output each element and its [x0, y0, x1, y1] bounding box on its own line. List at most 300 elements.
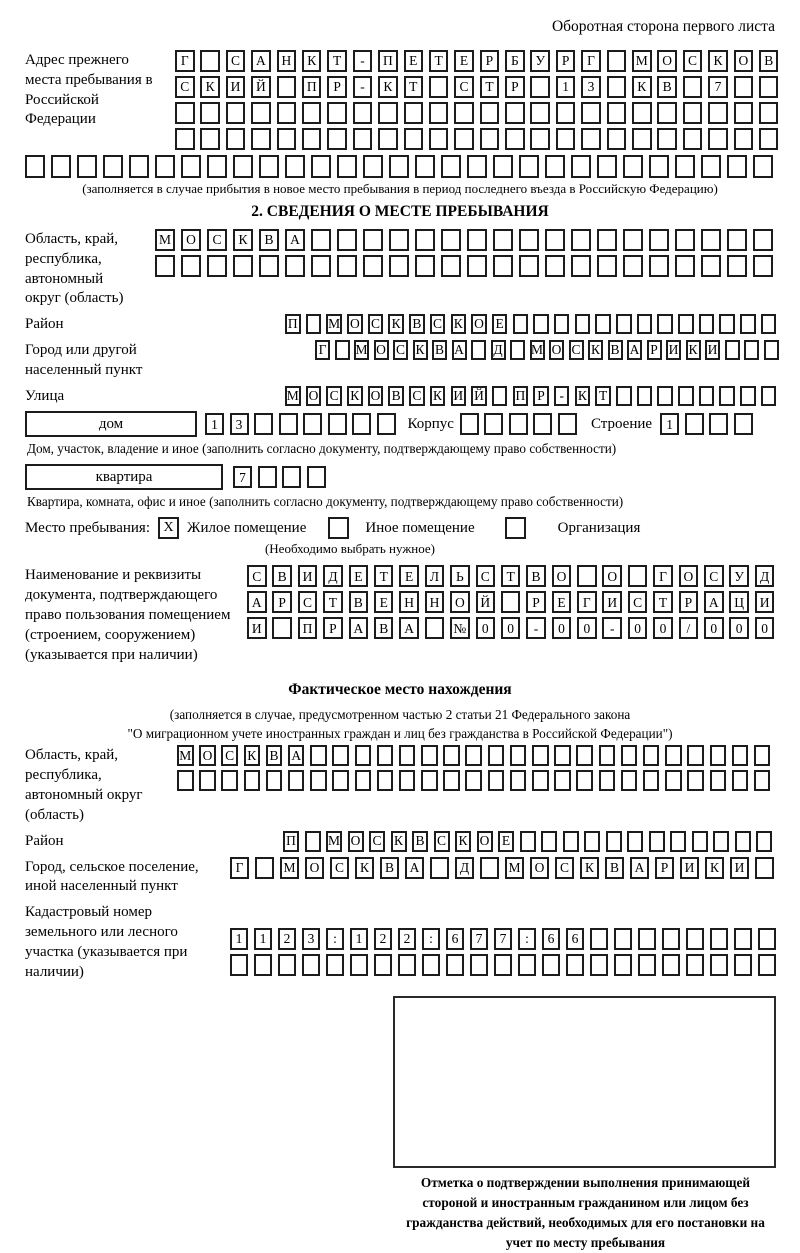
- char-cell[interactable]: 1: [660, 413, 679, 435]
- char-cell[interactable]: [352, 413, 371, 435]
- char-cell[interactable]: К: [388, 314, 404, 334]
- char-cell[interactable]: В: [380, 857, 399, 879]
- char-cell[interactable]: Е: [492, 314, 508, 334]
- char-cell[interactable]: [404, 128, 424, 150]
- char-cell[interactable]: Т: [501, 565, 521, 587]
- char-cell[interactable]: 2: [398, 928, 416, 950]
- char-cell[interactable]: 1: [556, 76, 576, 98]
- char-cell[interactable]: [710, 954, 728, 976]
- char-cell[interactable]: 3: [230, 413, 249, 435]
- char-cell[interactable]: 0: [501, 617, 521, 639]
- char-cell[interactable]: В: [409, 314, 425, 334]
- char-cell[interactable]: [285, 255, 305, 277]
- char-cell[interactable]: [327, 128, 347, 150]
- char-cell[interactable]: [719, 386, 735, 406]
- char-cell[interactable]: [638, 928, 656, 950]
- char-cell[interactable]: [753, 229, 773, 251]
- char-cell[interactable]: [226, 128, 246, 150]
- char-cell[interactable]: [200, 102, 220, 124]
- char-cell[interactable]: 0: [577, 617, 597, 639]
- char-cell[interactable]: [571, 255, 591, 277]
- char-cell[interactable]: И: [226, 76, 246, 98]
- char-cell[interactable]: [310, 770, 327, 791]
- char-cell[interactable]: М: [326, 831, 342, 852]
- char-cell[interactable]: 3: [302, 928, 320, 950]
- char-cell[interactable]: [282, 466, 301, 488]
- char-cell[interactable]: [307, 466, 326, 488]
- char-cell[interactable]: -: [526, 617, 546, 639]
- char-cell[interactable]: С: [247, 565, 267, 587]
- char-cell[interactable]: [175, 128, 195, 150]
- char-cell[interactable]: [759, 102, 779, 124]
- char-cell[interactable]: [628, 565, 648, 587]
- char-cell[interactable]: И: [680, 857, 699, 879]
- char-cell[interactable]: С: [434, 831, 450, 852]
- char-cell[interactable]: [332, 745, 349, 766]
- char-cell[interactable]: [302, 954, 320, 976]
- char-cell[interactable]: Й: [476, 591, 496, 613]
- char-cell[interactable]: [460, 413, 479, 435]
- char-cell[interactable]: О: [471, 314, 487, 334]
- char-cell[interactable]: О: [348, 831, 364, 852]
- char-cell[interactable]: [471, 340, 486, 360]
- char-cell[interactable]: [327, 102, 347, 124]
- char-cell[interactable]: [683, 102, 703, 124]
- char-cell[interactable]: К: [347, 386, 363, 406]
- char-cell[interactable]: И: [451, 386, 467, 406]
- char-cell[interactable]: В: [349, 591, 369, 613]
- char-cell[interactable]: С: [704, 565, 724, 587]
- char-cell[interactable]: С: [393, 340, 408, 360]
- char-cell[interactable]: [441, 255, 461, 277]
- char-cell[interactable]: [129, 155, 149, 178]
- char-cell[interactable]: [545, 255, 565, 277]
- char-cell[interactable]: В: [374, 617, 394, 639]
- char-cell[interactable]: А: [399, 617, 419, 639]
- char-cell[interactable]: [430, 857, 449, 879]
- char-cell[interactable]: [701, 229, 721, 251]
- char-cell[interactable]: Е: [404, 50, 424, 72]
- char-cell[interactable]: А: [285, 229, 305, 251]
- char-cell[interactable]: [725, 340, 740, 360]
- char-cell[interactable]: А: [405, 857, 424, 879]
- char-cell[interactable]: [545, 229, 565, 251]
- char-cell[interactable]: О: [602, 565, 622, 587]
- char-cell[interactable]: [558, 413, 577, 435]
- char-cell[interactable]: В: [657, 76, 677, 98]
- char-cell[interactable]: [554, 770, 571, 791]
- char-cell[interactable]: [649, 229, 669, 251]
- char-cell[interactable]: П: [378, 50, 398, 72]
- char-cell[interactable]: [740, 386, 756, 406]
- char-cell[interactable]: [719, 314, 735, 334]
- char-cell[interactable]: О: [368, 386, 384, 406]
- char-cell[interactable]: [758, 954, 776, 976]
- char-cell[interactable]: [683, 76, 703, 98]
- char-cell[interactable]: [759, 128, 779, 150]
- char-cell[interactable]: О: [181, 229, 201, 251]
- char-cell[interactable]: К: [588, 340, 603, 360]
- char-cell[interactable]: [429, 128, 449, 150]
- char-cell[interactable]: С: [226, 50, 246, 72]
- char-cell[interactable]: [470, 954, 488, 976]
- char-cell[interactable]: А: [288, 745, 305, 766]
- char-cell[interactable]: [530, 76, 550, 98]
- char-cell[interactable]: [756, 831, 772, 852]
- char-cell[interactable]: [277, 102, 297, 124]
- char-cell[interactable]: -: [554, 386, 570, 406]
- char-cell[interactable]: -: [353, 76, 373, 98]
- char-cell[interactable]: У: [729, 565, 749, 587]
- other-premises-checkbox[interactable]: [328, 517, 349, 539]
- char-cell[interactable]: Т: [429, 50, 449, 72]
- char-cell[interactable]: [686, 928, 704, 950]
- char-cell[interactable]: [467, 229, 487, 251]
- char-cell[interactable]: [556, 128, 576, 150]
- char-cell[interactable]: Т: [327, 50, 347, 72]
- char-cell[interactable]: [303, 413, 322, 435]
- char-cell[interactable]: Б: [505, 50, 525, 72]
- char-cell[interactable]: [727, 155, 747, 178]
- char-cell[interactable]: М: [280, 857, 299, 879]
- char-cell[interactable]: [518, 954, 536, 976]
- char-cell[interactable]: Т: [374, 565, 394, 587]
- char-cell[interactable]: [513, 314, 529, 334]
- char-cell[interactable]: [614, 928, 632, 950]
- char-cell[interactable]: А: [251, 50, 271, 72]
- char-cell[interactable]: [577, 565, 597, 587]
- char-cell[interactable]: А: [630, 857, 649, 879]
- char-cell[interactable]: [541, 831, 557, 852]
- char-cell[interactable]: [657, 128, 677, 150]
- char-cell[interactable]: [734, 102, 754, 124]
- char-cell[interactable]: [649, 255, 669, 277]
- char-cell[interactable]: Т: [595, 386, 611, 406]
- char-cell[interactable]: Т: [653, 591, 673, 613]
- char-cell[interactable]: К: [200, 76, 220, 98]
- char-cell[interactable]: 6: [566, 928, 584, 950]
- char-cell[interactable]: М: [285, 386, 301, 406]
- char-cell[interactable]: [727, 255, 747, 277]
- char-cell[interactable]: [488, 770, 505, 791]
- char-cell[interactable]: [735, 831, 751, 852]
- char-cell[interactable]: 6: [446, 928, 464, 950]
- char-cell[interactable]: [710, 745, 727, 766]
- char-cell[interactable]: [665, 745, 682, 766]
- char-cell[interactable]: С: [369, 831, 385, 852]
- char-cell[interactable]: [510, 745, 527, 766]
- char-cell[interactable]: П: [513, 386, 529, 406]
- char-cell[interactable]: [311, 155, 331, 178]
- char-cell[interactable]: [761, 314, 777, 334]
- char-cell[interactable]: И: [602, 591, 622, 613]
- char-cell[interactable]: [595, 314, 611, 334]
- char-cell[interactable]: Г: [653, 565, 673, 587]
- char-cell[interactable]: К: [391, 831, 407, 852]
- char-cell[interactable]: [533, 314, 549, 334]
- char-cell[interactable]: [533, 413, 552, 435]
- char-cell[interactable]: [415, 229, 435, 251]
- char-cell[interactable]: А: [627, 340, 642, 360]
- char-cell[interactable]: [494, 954, 512, 976]
- char-cell[interactable]: [627, 831, 643, 852]
- char-cell[interactable]: [177, 770, 194, 791]
- char-cell[interactable]: 0: [628, 617, 648, 639]
- char-cell[interactable]: Е: [498, 831, 514, 852]
- char-cell[interactable]: [708, 128, 728, 150]
- char-cell[interactable]: К: [302, 50, 322, 72]
- char-cell[interactable]: №: [450, 617, 470, 639]
- char-cell[interactable]: [687, 745, 704, 766]
- char-cell[interactable]: [353, 102, 373, 124]
- char-cell[interactable]: С: [476, 565, 496, 587]
- char-cell[interactable]: -: [353, 50, 373, 72]
- char-cell[interactable]: Р: [647, 340, 662, 360]
- char-cell[interactable]: [643, 770, 660, 791]
- char-cell[interactable]: [606, 831, 622, 852]
- char-cell[interactable]: С: [628, 591, 648, 613]
- char-cell[interactable]: [519, 255, 539, 277]
- char-cell[interactable]: И: [247, 617, 267, 639]
- char-cell[interactable]: [519, 229, 539, 251]
- char-cell[interactable]: К: [430, 386, 446, 406]
- char-cell[interactable]: [355, 770, 372, 791]
- char-cell[interactable]: [554, 314, 570, 334]
- char-cell[interactable]: [597, 155, 617, 178]
- char-cell[interactable]: [377, 413, 396, 435]
- char-cell[interactable]: [377, 745, 394, 766]
- confirmation-stamp-box[interactable]: [393, 996, 776, 1168]
- char-cell[interactable]: [649, 831, 665, 852]
- char-cell[interactable]: [542, 954, 560, 976]
- char-cell[interactable]: [607, 102, 627, 124]
- char-cell[interactable]: А: [704, 591, 724, 613]
- char-cell[interactable]: [363, 255, 383, 277]
- char-cell[interactable]: Д: [755, 565, 775, 587]
- char-cell[interactable]: [759, 76, 779, 98]
- char-cell[interactable]: [675, 229, 695, 251]
- char-cell[interactable]: [77, 155, 97, 178]
- char-cell[interactable]: С: [326, 386, 342, 406]
- char-cell[interactable]: [207, 155, 227, 178]
- char-cell[interactable]: В: [759, 50, 779, 72]
- char-cell[interactable]: [599, 745, 616, 766]
- char-cell[interactable]: [754, 745, 771, 766]
- char-cell[interactable]: [226, 102, 246, 124]
- char-cell[interactable]: [254, 954, 272, 976]
- char-cell[interactable]: М: [155, 229, 175, 251]
- char-cell[interactable]: [753, 255, 773, 277]
- char-cell[interactable]: [590, 954, 608, 976]
- char-cell[interactable]: [699, 386, 715, 406]
- char-cell[interactable]: [251, 102, 271, 124]
- char-cell[interactable]: С: [454, 76, 474, 98]
- char-cell[interactable]: /: [679, 617, 699, 639]
- char-cell[interactable]: С: [298, 591, 318, 613]
- char-cell[interactable]: Д: [455, 857, 474, 879]
- char-cell[interactable]: [637, 314, 653, 334]
- char-cell[interactable]: А: [452, 340, 467, 360]
- char-cell[interactable]: [509, 413, 528, 435]
- char-cell[interactable]: [200, 128, 220, 150]
- char-cell[interactable]: [576, 745, 593, 766]
- char-cell[interactable]: [285, 155, 305, 178]
- char-cell[interactable]: [657, 314, 673, 334]
- char-cell[interactable]: Л: [425, 565, 445, 587]
- char-cell[interactable]: [675, 155, 695, 178]
- char-cell[interactable]: [510, 770, 527, 791]
- char-cell[interactable]: [51, 155, 71, 178]
- char-cell[interactable]: В: [259, 229, 279, 251]
- char-cell[interactable]: [710, 928, 728, 950]
- char-cell[interactable]: 3: [581, 76, 601, 98]
- char-cell[interactable]: [532, 745, 549, 766]
- char-cell[interactable]: [734, 128, 754, 150]
- char-cell[interactable]: О: [305, 857, 324, 879]
- char-cell[interactable]: [519, 155, 539, 178]
- char-cell[interactable]: К: [575, 386, 591, 406]
- char-cell[interactable]: [277, 76, 297, 98]
- char-cell[interactable]: Й: [471, 386, 487, 406]
- char-cell[interactable]: [581, 128, 601, 150]
- char-cell[interactable]: [266, 770, 283, 791]
- char-cell[interactable]: [353, 128, 373, 150]
- char-cell[interactable]: В: [272, 565, 292, 587]
- organization-checkbox[interactable]: [505, 517, 526, 539]
- char-cell[interactable]: :: [326, 928, 344, 950]
- char-cell[interactable]: 6: [542, 928, 560, 950]
- char-cell[interactable]: [255, 857, 274, 879]
- char-cell[interactable]: [709, 413, 728, 435]
- char-cell[interactable]: Р: [505, 76, 525, 98]
- char-cell[interactable]: [465, 770, 482, 791]
- char-cell[interactable]: [199, 770, 216, 791]
- char-cell[interactable]: [332, 770, 349, 791]
- char-cell[interactable]: 2: [278, 928, 296, 950]
- char-cell[interactable]: [415, 155, 435, 178]
- char-cell[interactable]: П: [302, 76, 322, 98]
- char-cell[interactable]: [685, 413, 704, 435]
- char-cell[interactable]: Е: [349, 565, 369, 587]
- char-cell[interactable]: К: [455, 831, 471, 852]
- char-cell[interactable]: К: [355, 857, 374, 879]
- char-cell[interactable]: [623, 255, 643, 277]
- char-cell[interactable]: И: [705, 340, 720, 360]
- char-cell[interactable]: [443, 770, 460, 791]
- char-cell[interactable]: [335, 340, 350, 360]
- char-cell[interactable]: О: [477, 831, 493, 852]
- char-cell[interactable]: [662, 954, 680, 976]
- char-cell[interactable]: 0: [653, 617, 673, 639]
- char-cell[interactable]: [758, 928, 776, 950]
- char-cell[interactable]: [554, 745, 571, 766]
- char-cell[interactable]: И: [755, 591, 775, 613]
- char-cell[interactable]: [637, 386, 653, 406]
- residential-checkbox[interactable]: X: [158, 517, 179, 539]
- char-cell[interactable]: [621, 770, 638, 791]
- char-cell[interactable]: [616, 314, 632, 334]
- char-cell[interactable]: [727, 229, 747, 251]
- char-cell[interactable]: Д: [323, 565, 343, 587]
- char-cell[interactable]: [556, 102, 576, 124]
- char-cell[interactable]: 1: [254, 928, 272, 950]
- char-cell[interactable]: [467, 155, 487, 178]
- char-cell[interactable]: [311, 255, 331, 277]
- char-cell[interactable]: [571, 229, 591, 251]
- char-cell[interactable]: У: [530, 50, 550, 72]
- char-cell[interactable]: [754, 770, 771, 791]
- char-cell[interactable]: [701, 155, 721, 178]
- char-cell[interactable]: [571, 155, 591, 178]
- char-cell[interactable]: [254, 413, 273, 435]
- char-cell[interactable]: С: [430, 314, 446, 334]
- char-cell[interactable]: [363, 229, 383, 251]
- char-cell[interactable]: [597, 255, 617, 277]
- char-cell[interactable]: [230, 954, 248, 976]
- char-cell[interactable]: [155, 155, 175, 178]
- char-cell[interactable]: [200, 50, 220, 72]
- char-cell[interactable]: [621, 745, 638, 766]
- char-cell[interactable]: [493, 155, 513, 178]
- char-cell[interactable]: [678, 314, 694, 334]
- char-cell[interactable]: О: [679, 565, 699, 587]
- char-cell[interactable]: [480, 128, 500, 150]
- char-cell[interactable]: [272, 617, 292, 639]
- char-cell[interactable]: [530, 128, 550, 150]
- char-cell[interactable]: О: [374, 340, 389, 360]
- char-cell[interactable]: [744, 340, 759, 360]
- char-cell[interactable]: [103, 155, 123, 178]
- char-cell[interactable]: [389, 155, 409, 178]
- char-cell[interactable]: [576, 770, 593, 791]
- char-cell[interactable]: [175, 102, 195, 124]
- char-cell[interactable]: И: [730, 857, 749, 879]
- char-cell[interactable]: [337, 255, 357, 277]
- char-cell[interactable]: [244, 770, 261, 791]
- char-cell[interactable]: [288, 770, 305, 791]
- char-cell[interactable]: [713, 831, 729, 852]
- char-cell[interactable]: [337, 155, 357, 178]
- char-cell[interactable]: [259, 155, 279, 178]
- char-cell[interactable]: [683, 128, 703, 150]
- char-cell[interactable]: 1: [350, 928, 368, 950]
- char-cell[interactable]: Р: [272, 591, 292, 613]
- char-cell[interactable]: [305, 831, 321, 852]
- char-cell[interactable]: [328, 413, 347, 435]
- char-cell[interactable]: [233, 155, 253, 178]
- char-cell[interactable]: [484, 413, 503, 435]
- char-cell[interactable]: [632, 102, 652, 124]
- char-cell[interactable]: [505, 102, 525, 124]
- char-cell[interactable]: М: [632, 50, 652, 72]
- char-cell[interactable]: [374, 954, 392, 976]
- char-cell[interactable]: [649, 155, 669, 178]
- char-cell[interactable]: М: [326, 314, 342, 334]
- char-cell[interactable]: [701, 255, 721, 277]
- char-cell[interactable]: [221, 770, 238, 791]
- char-cell[interactable]: [443, 745, 460, 766]
- char-cell[interactable]: [480, 102, 500, 124]
- char-cell[interactable]: [398, 954, 416, 976]
- char-cell[interactable]: К: [413, 340, 428, 360]
- char-cell[interactable]: [492, 386, 508, 406]
- char-cell[interactable]: В: [526, 565, 546, 587]
- char-cell[interactable]: [425, 617, 445, 639]
- char-cell[interactable]: [597, 229, 617, 251]
- char-cell[interactable]: [657, 386, 673, 406]
- char-cell[interactable]: [755, 857, 774, 879]
- char-cell[interactable]: Е: [454, 50, 474, 72]
